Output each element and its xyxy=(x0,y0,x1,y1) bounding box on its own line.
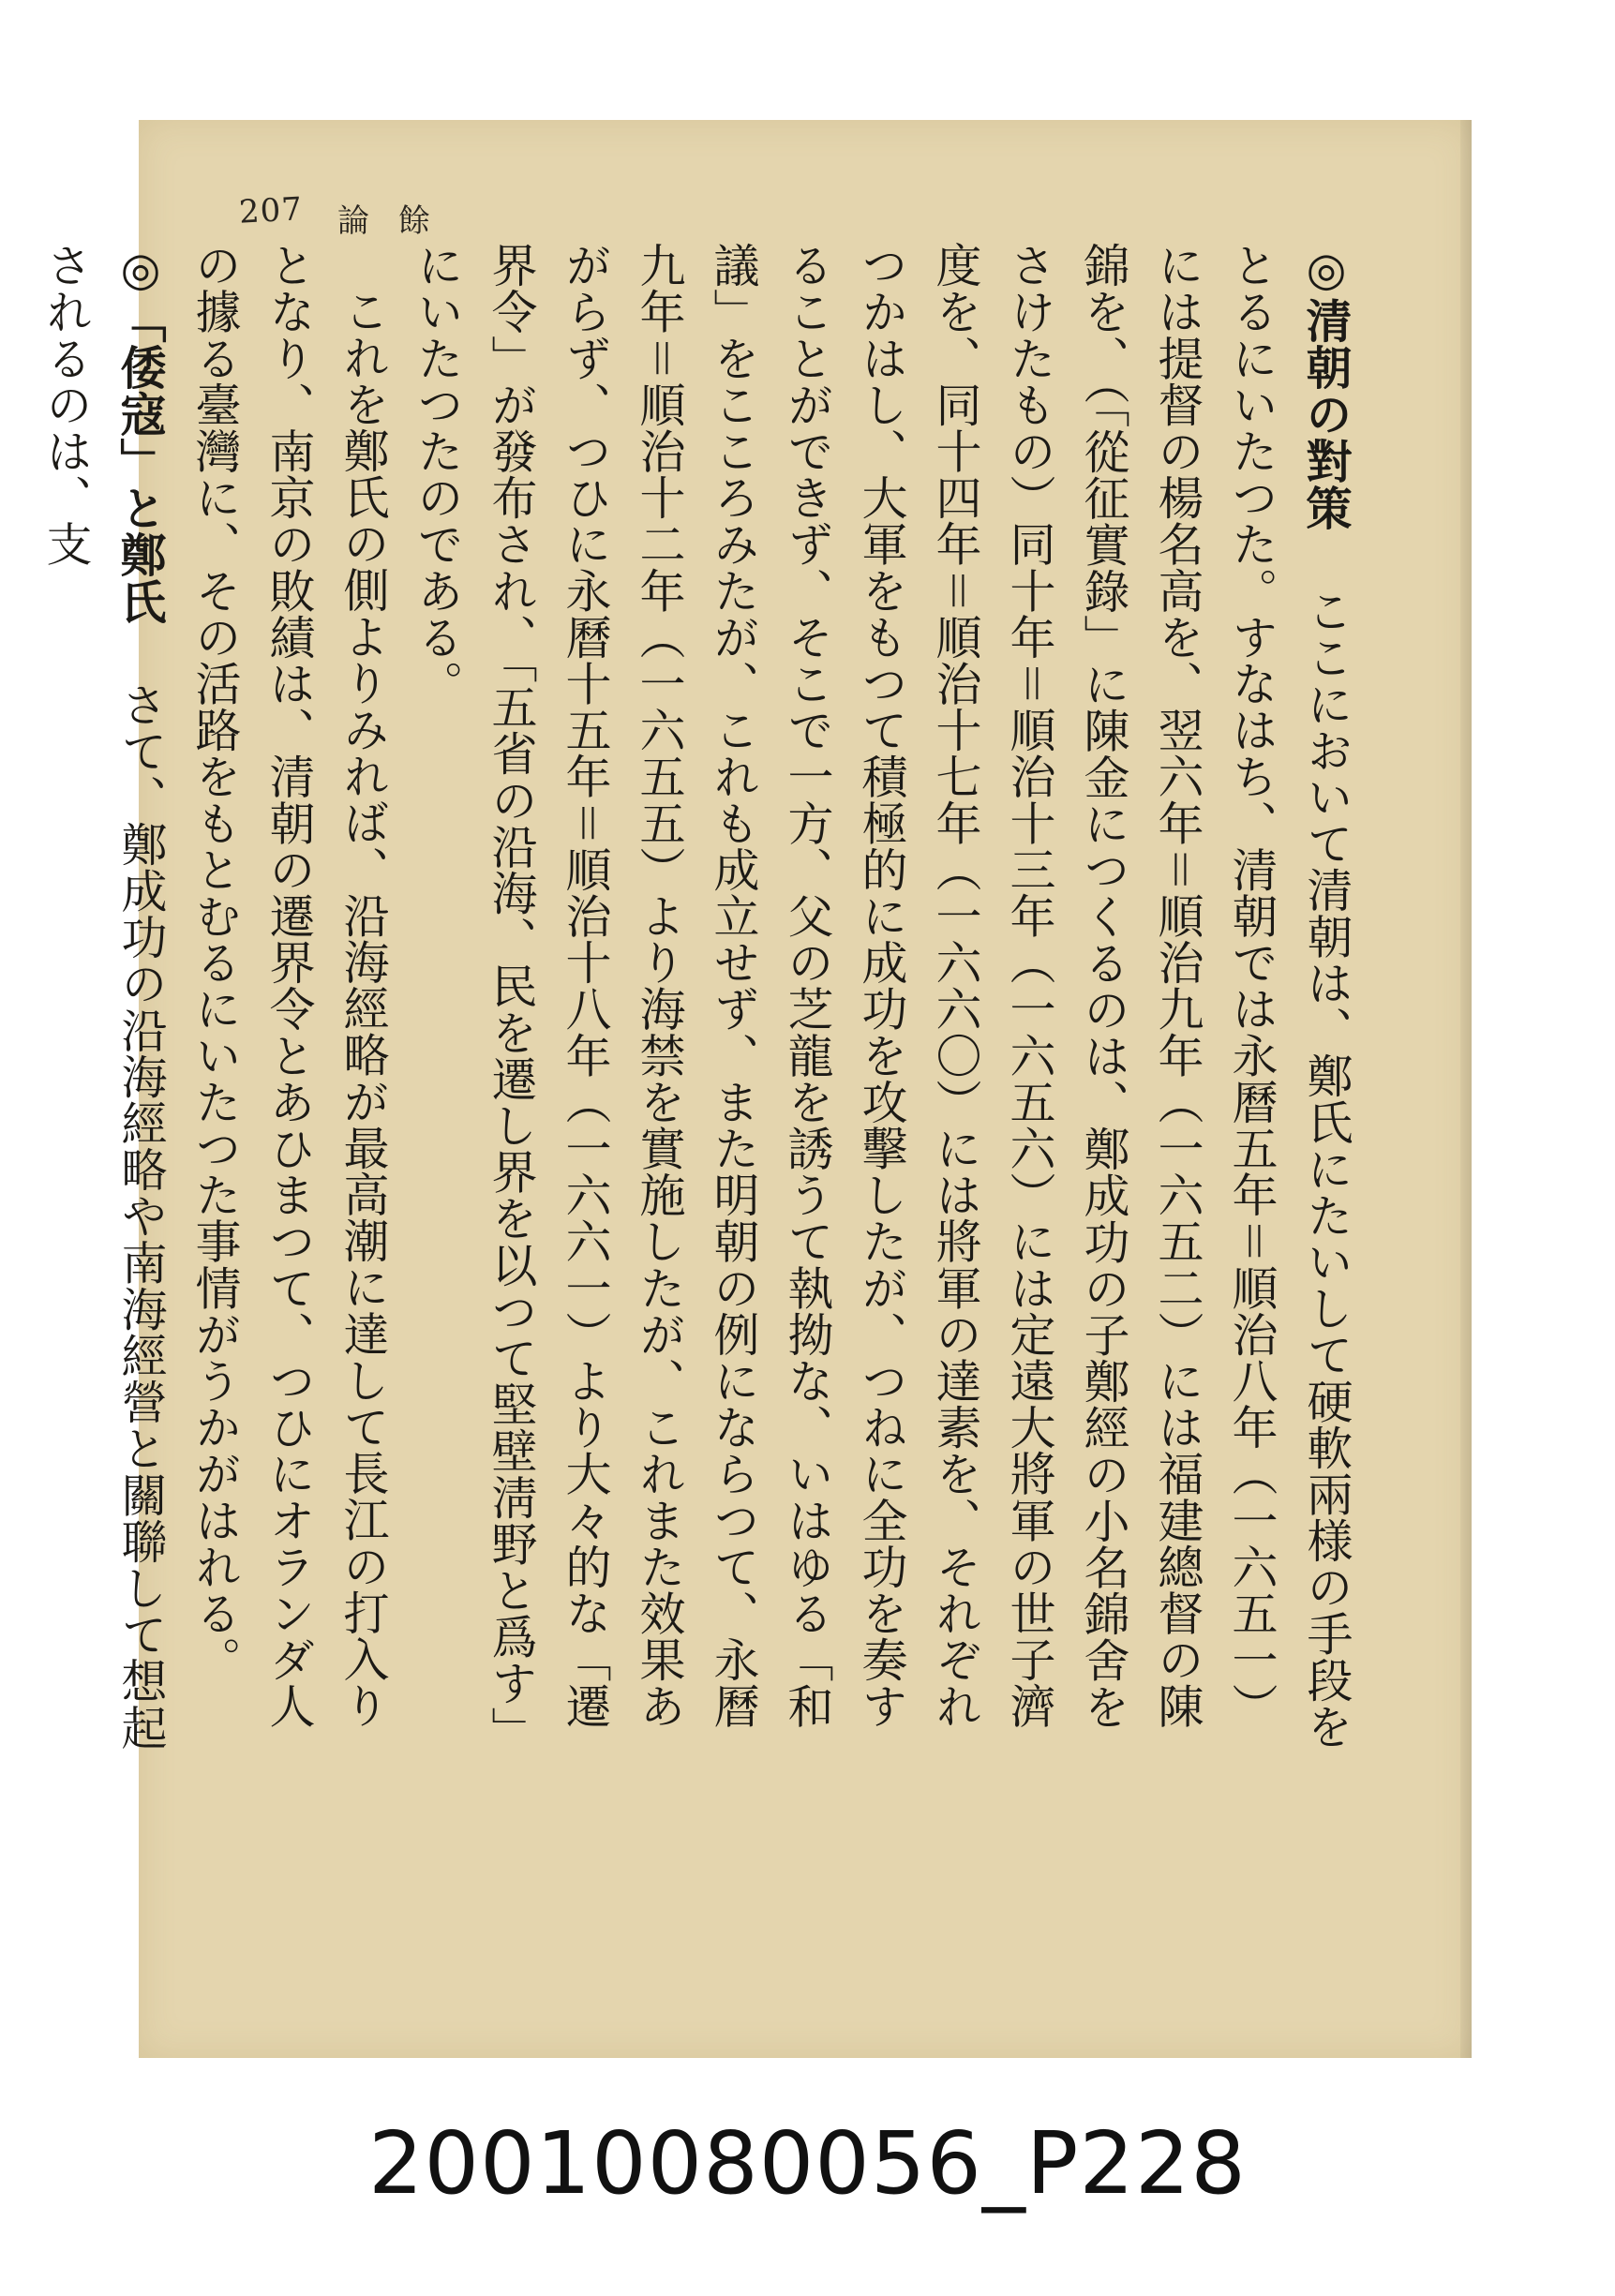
paragraph-1-text: ここにおいて清朝は、鄭氏にたいして硬軟兩様の手段をとるにいたつた。すなはち、清朝では永曆五年＝順治八年（一六五一）には提督の楊名高を、翌六年＝順治九年（一六五二）には福建總督の陳錦を、（「從征實錄」に陳金につくるのは、鄭成功の子鄭經の小名錦舍をさけたもの）同十年＝順治十三年（一六五六）には定遠大將軍の世子濟度を、同十四年＝順治十七年（一六六〇）には將軍の達素を、それぞれつかはし、大軍をもつて積極的に成功を攻擊したが、つねに全功を奏することができず、そこで一方、父の芝龍を誘うて執拗な、いはゆる「和議」をこころみたが、これも成立せず、また明朝の例にならつて、永曆九年＝順治十二年（一六五五）より海禁を實施したが、これまた效果あがらず、つひに永曆十五年＝順治十八年（一六六一）より大々的な「遷界令」が發布され、「五省の沿海、民を遷し界を以つて堅壁淸野と爲す」にいたつたのである。 xyxy=(411,242,1353,1753)
vertical-body-text xyxy=(39,242,1364,1760)
page-number: 207 xyxy=(237,190,304,231)
running-head-section: 論 xyxy=(337,202,369,240)
section-heading-qing-countermeasures: ◎清朝の對策 xyxy=(1299,242,1353,531)
paragraph-3 xyxy=(29,242,178,1760)
paragraph-3-text: さて、鄭成功の沿海經略や南海經營と關聯して想起されるのは、支 xyxy=(39,242,168,1751)
paragraph-2-text: これを鄭氏の側よりみれば、沿海經略が最高潮に達して長江の打入りとなり、南京の敗績は、清朝の遷界令とあひまつて、つひにオランダ人の據る臺灣に、その活路をもとむるにいたつた事情がうかがはれる。 xyxy=(188,242,390,1730)
paragraph-1 xyxy=(400,242,1364,1760)
paragraph-2 xyxy=(178,242,400,1760)
section-heading-wokou: ◎「倭寇」と鄭氏 xyxy=(113,242,168,625)
image-id-caption: 20010080056_P228 xyxy=(368,2113,1247,2214)
running-head-book: 餘 xyxy=(398,202,430,240)
